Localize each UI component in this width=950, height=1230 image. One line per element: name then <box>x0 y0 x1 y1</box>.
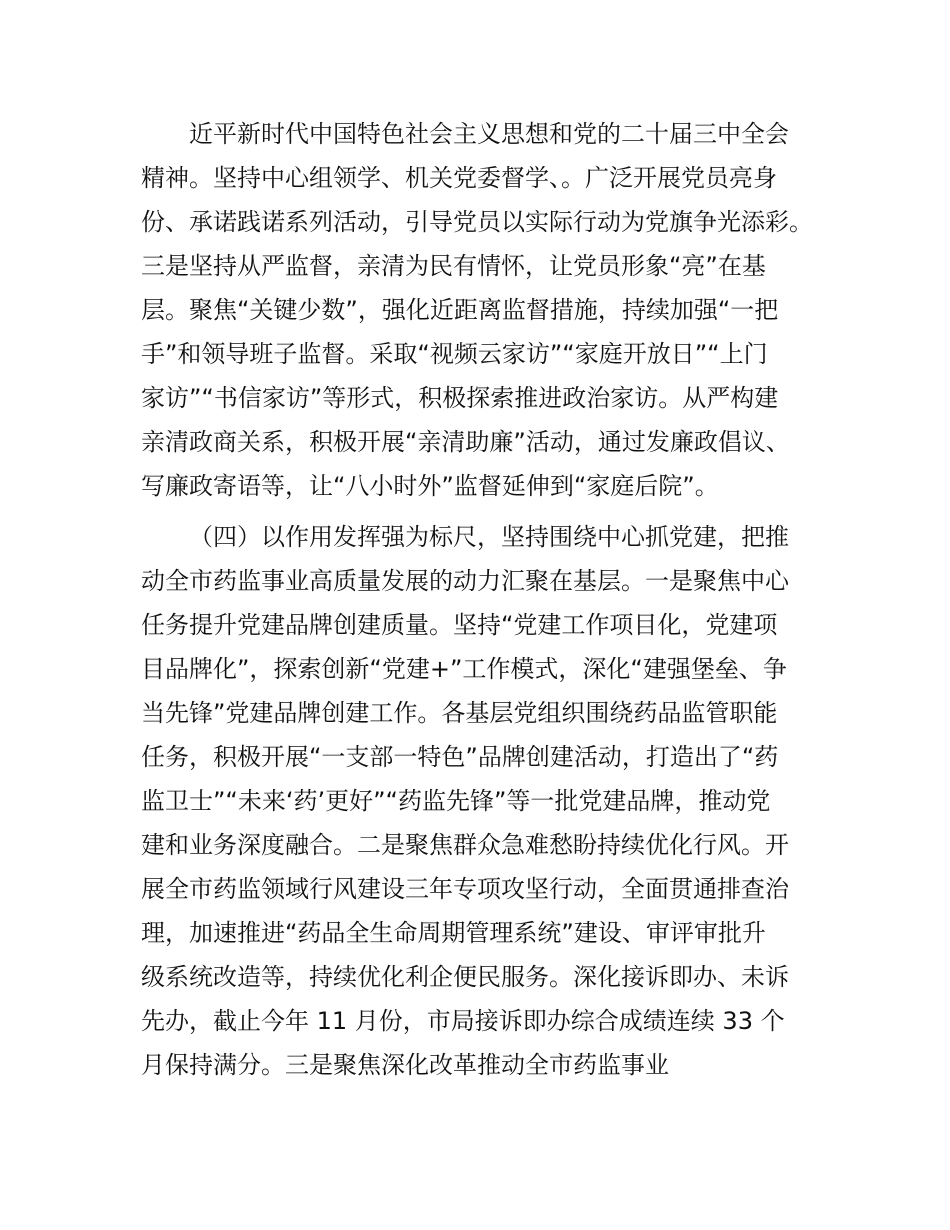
paragraph-2-line-2: 动全市药监事业高质量发展的动力汇聚在基层。一是聚焦中心 <box>141 567 789 595</box>
paragraph-1-line-8: 亲清政商关系，积极开展“亲清助廉”活动，通过发廉政倡议、 <box>141 428 790 456</box>
paragraph-1-line-7: 家访”“书信家访”等形式，积极探索推进政治家访。从严构建 <box>141 384 779 412</box>
paragraph-2-line-3: 任务提升党建品牌创建质量。坚持“党建工作项目化，党建项 <box>141 611 778 639</box>
paragraph-2-line-5: 当先锋”党建品牌创建工作。各基层党组织围绕药品监管职能 <box>141 699 778 727</box>
paragraph-2-line-6: 任务，积极开展“一支部一特色”品牌创建活动，打造出了“药 <box>141 743 779 771</box>
paragraph-2-line-1: （四）以作用发挥强为标尺，坚持围绕中心抓党建，把推 <box>189 523 789 551</box>
paragraph-1-line-5: 层。聚焦“关键少数”，强化近距离监督措施，持续加强“一把 <box>141 296 779 324</box>
paragraph-2-line-8: 建和业务深度融合。二是聚焦群众急难愁盼持续优化行风。开 <box>141 831 789 859</box>
paragraph-1-line-9: 写廉政寄语等，让“八小时外”监督延伸到“家庭后院”。 <box>141 472 719 500</box>
paragraph-1-line-4: 三是坚持从严监督，亲清为民有情怀，让党员形象“亮”在基 <box>141 252 766 280</box>
paragraph-1-line-2: 精神。坚持中心组领学、机关党委督学、。广泛开展党员亮身 <box>141 164 777 192</box>
paragraph-2-line-10: 理，加速推进“药品全生命周期管理系统”建设、审评审批升 <box>141 919 766 947</box>
paragraph-2-line-4: 目品牌化”，探索创新“党建+”工作模式，深化“建强堡垒、争 <box>141 655 787 683</box>
paragraph-2-line-11: 级系统改造等，持续优化利企便民服务。深化接诉即办、未诉 <box>141 963 789 991</box>
paragraph-1-line-3: 份、承诺践诺系列活动，引导党员以实际行动为党旗争光添彩。 <box>141 208 813 236</box>
paragraph-1-line-6: 手”和领导班子监督。采取“视频云家访”“家庭开放日”“上门 <box>141 340 768 368</box>
paragraph-2-line-13: 月保持满分。三是聚焦深化改革推动全市药监事业 <box>141 1051 669 1079</box>
paragraph-2-line-7: 监卫士”“未来‘药’更好”“药监先锋”等一批党建品牌，推动党 <box>141 787 771 815</box>
paragraph-2-line-12: 先办，截止今年 11 月份，市局接诉即办综合成绩连续 33 个 <box>141 1007 785 1035</box>
paragraph-2-line-9: 展全市药监领域行风建设三年专项攻坚行动，全面贯通排查治 <box>141 875 789 903</box>
paragraph-1-line-1: 近平新时代中国特色社会主义思想和党的二十届三中全会 <box>189 120 789 148</box>
